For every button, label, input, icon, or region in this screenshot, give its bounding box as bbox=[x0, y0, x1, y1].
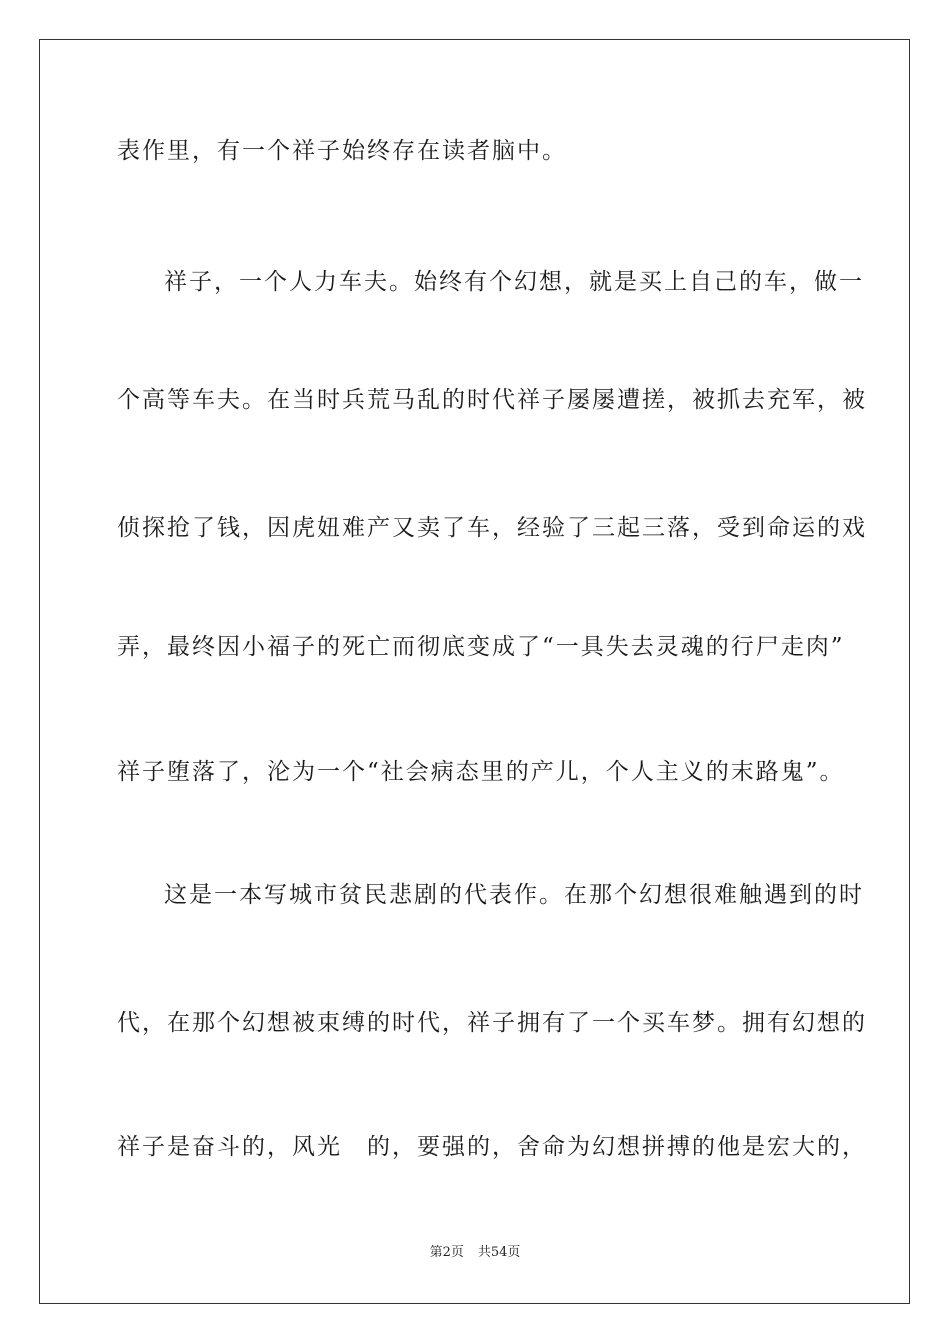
page-total: 共54页 bbox=[477, 1245, 521, 1260]
text-line: 祥子堕落了，沦为一个“社会病态里的产儿，个人主义的末路鬼”。 bbox=[117, 759, 845, 785]
text-line: 表作里，有一个祥子始终存在读者脑中。 bbox=[117, 138, 567, 164]
page-number: 第2页 bbox=[429, 1245, 464, 1260]
text-line: 这是一本写城市贫民悲剧的代表作。在那个幻想很难触遇到的时 bbox=[164, 882, 864, 908]
page-footer bbox=[0, 1244, 950, 1262]
text-line: 祥子是奋斗的，风光 的，要强的，舍命为幻想拼搏的他是宏大的， bbox=[117, 1134, 867, 1160]
text-line: 侦探抢了钱，因虎妞难产又卖了车，经验了三起三落，受到命运的戏 bbox=[117, 515, 867, 541]
text-line: 个高等车夫。在当时兵荒马乱的时代祥子屡屡遭搓，被抓去充军，被 bbox=[117, 387, 867, 413]
text-line: 弄，最终因小福子的死亡而彻底变成了“一具失去灵魂的行尸走肉” bbox=[117, 634, 845, 660]
text-line: 代，在那个幻想被束缚的时代，祥子拥有了一个买车梦。拥有幻想的 bbox=[117, 1010, 867, 1036]
page-border bbox=[39, 39, 910, 1304]
text-line: 祥子，一个人力车夫。始终有个幻想，就是买上自己的车，做一 bbox=[164, 269, 864, 295]
